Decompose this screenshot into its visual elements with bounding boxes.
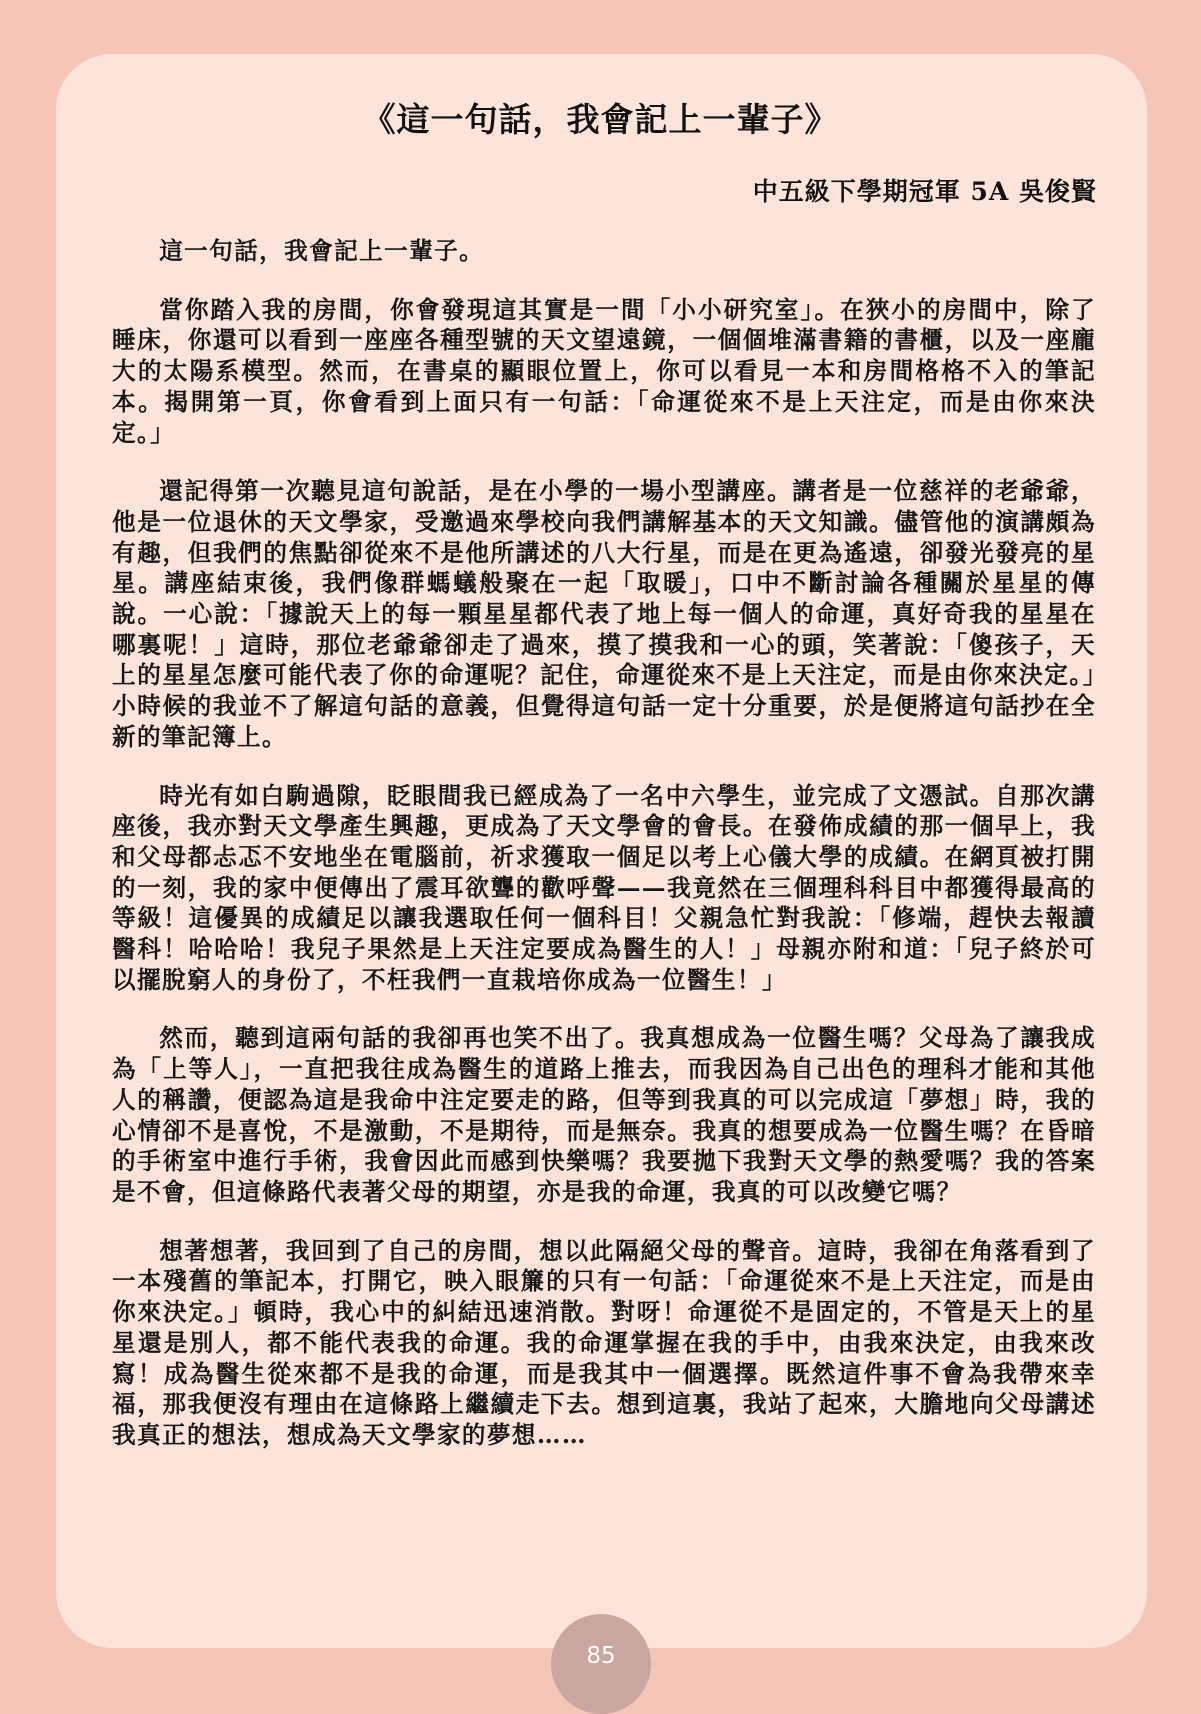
- paragraph: 當你踏入我的房間，你會發現這其實是一間「小小研究室」。在狹小的房間中，除了睡床，你還可以看到一座座各種型號的天文望遠鏡，一個個堆滿書籍的書櫃，以及一座龐大的太陽系模型。然而，在書桌的顯眼位置上，你可以看見一本和房間格格不入的筆記本。揭開第一頁，你會看到上面只有一句話：「命運從來不是上天注定，而是由你來決定。」: [112, 295, 1096, 447]
- essay-title: 《這一句話，我會記上一輩子》: [362, 100, 839, 139]
- page-number: 85: [586, 1643, 616, 1669]
- paragraph: 想著想著，我回到了自己的房間，想以此隔絕父母的聲音。這時，我卻在角落看到了一本殘舊的筆記本，打開它，映入眼簾的只有一句話：「命運從來不是上天注定，而是由你來決定。」頓時，我心中的糾結迅速消散。對呀！命運從不是固定的，不管是天上的星星還是別人，都不能代表我的命運。我的命運掌握在我的手中，由我來決定，由我來改寫！成為醫生從來都不是我的命運，而是我其中一個選擇。既然這件事不會為我帶來幸福，那我便沒有理由在這條路上繼續走下去。想到這裏，我站了起來，大膽地向父母講述我真正的想法，想成為天文學家的夢想……: [112, 1236, 1096, 1449]
- paragraph: 然而，聽到這兩句話的我卻再也笑不出了。我真想成為一位醫生嗎？父母為了讓我成為「上等人」，一直把我往成為醫生的道路上推去，而我因為自己出色的理科才能和其他人的稱讚，便認為這是我命中注定要走的路，但等到我真的可以完成這「夢想」時，我的心情卻不是喜悅，不是激動，不是期待，而是無奈。我真的想要成為一位醫生嗎？在昏暗的手術室中進行手術，我會因此而感到快樂嗎？我要拋下我對天文學的熱愛嗎？我的答案是不會，但這條路代表著父母的期望，亦是我的命運，我真的可以改變它嗎？: [112, 1024, 1096, 1206]
- author-line: 中五級下學期冠軍 5A 吳俊賢: [752, 177, 1097, 206]
- page-number-badge: [551, 1614, 651, 1714]
- paragraph: 這一句話，我會記上一輩子。: [159, 237, 485, 265]
- paragraph: 還記得第一次聽見這句說話，是在小學的一場小型講座。講者是一位慈祥的老爺爺，他是一位退休的天文學家，受邀過來學校向我們講解基本的天文知識。儘管他的演講頗為有趣，但我們的焦點卻從來不是他所講述的八大行星，而是在更為遙遠，卻發光發亮的星星。講座結束後，我們像群螞蟻般聚在一起「取暖」，口中不斷討論各種關於星星的傳說。一心說：「據說天上的每一顆星星都代表了地上每一個人的命運，真好奇我的星星在哪裏呢！」這時，那位老爺爺卻走了過來，摸了摸我和一心的頭，笑著說：「傻孩子，天上的星星怎麼可能代表了你的命運呢？記住，命運從來不是上天注定，而是由你來決定。」小時候的我並不了解這句話的意義，但覺得這句話一定十分重要，於是便將這句話抄在全新的筆記簿上。: [112, 477, 1096, 751]
- essay-body: [112, 236, 1096, 1479]
- paragraph: 時光有如白駒過隙，眨眼間我已經成為了一名中六學生，並完成了文憑試。自那次講座後，我亦對天文學產生興趣，更成為了天文學會的會長。在發佈成績的那一個早上，我和父母都忐忑不安地坐在電腦前，祈求獲取一個足以考上心儀大學的成績。在網頁被打開的一刻，我的家中便傳出了震耳欲聾的歡呼聲——我竟然在三個理科科目中都獲得最高的等級！這優異的成績足以讓我選取任何一個科目！父親急忙對我說：「修端，趕快去報讀醫科！哈哈哈！我兒子果然是上天注定要成為醫生的人！」母親亦附和道：「兒子終於可以擺脫窮人的身份了，不枉我們一直栽培你成為一位醫生！」: [112, 781, 1096, 994]
